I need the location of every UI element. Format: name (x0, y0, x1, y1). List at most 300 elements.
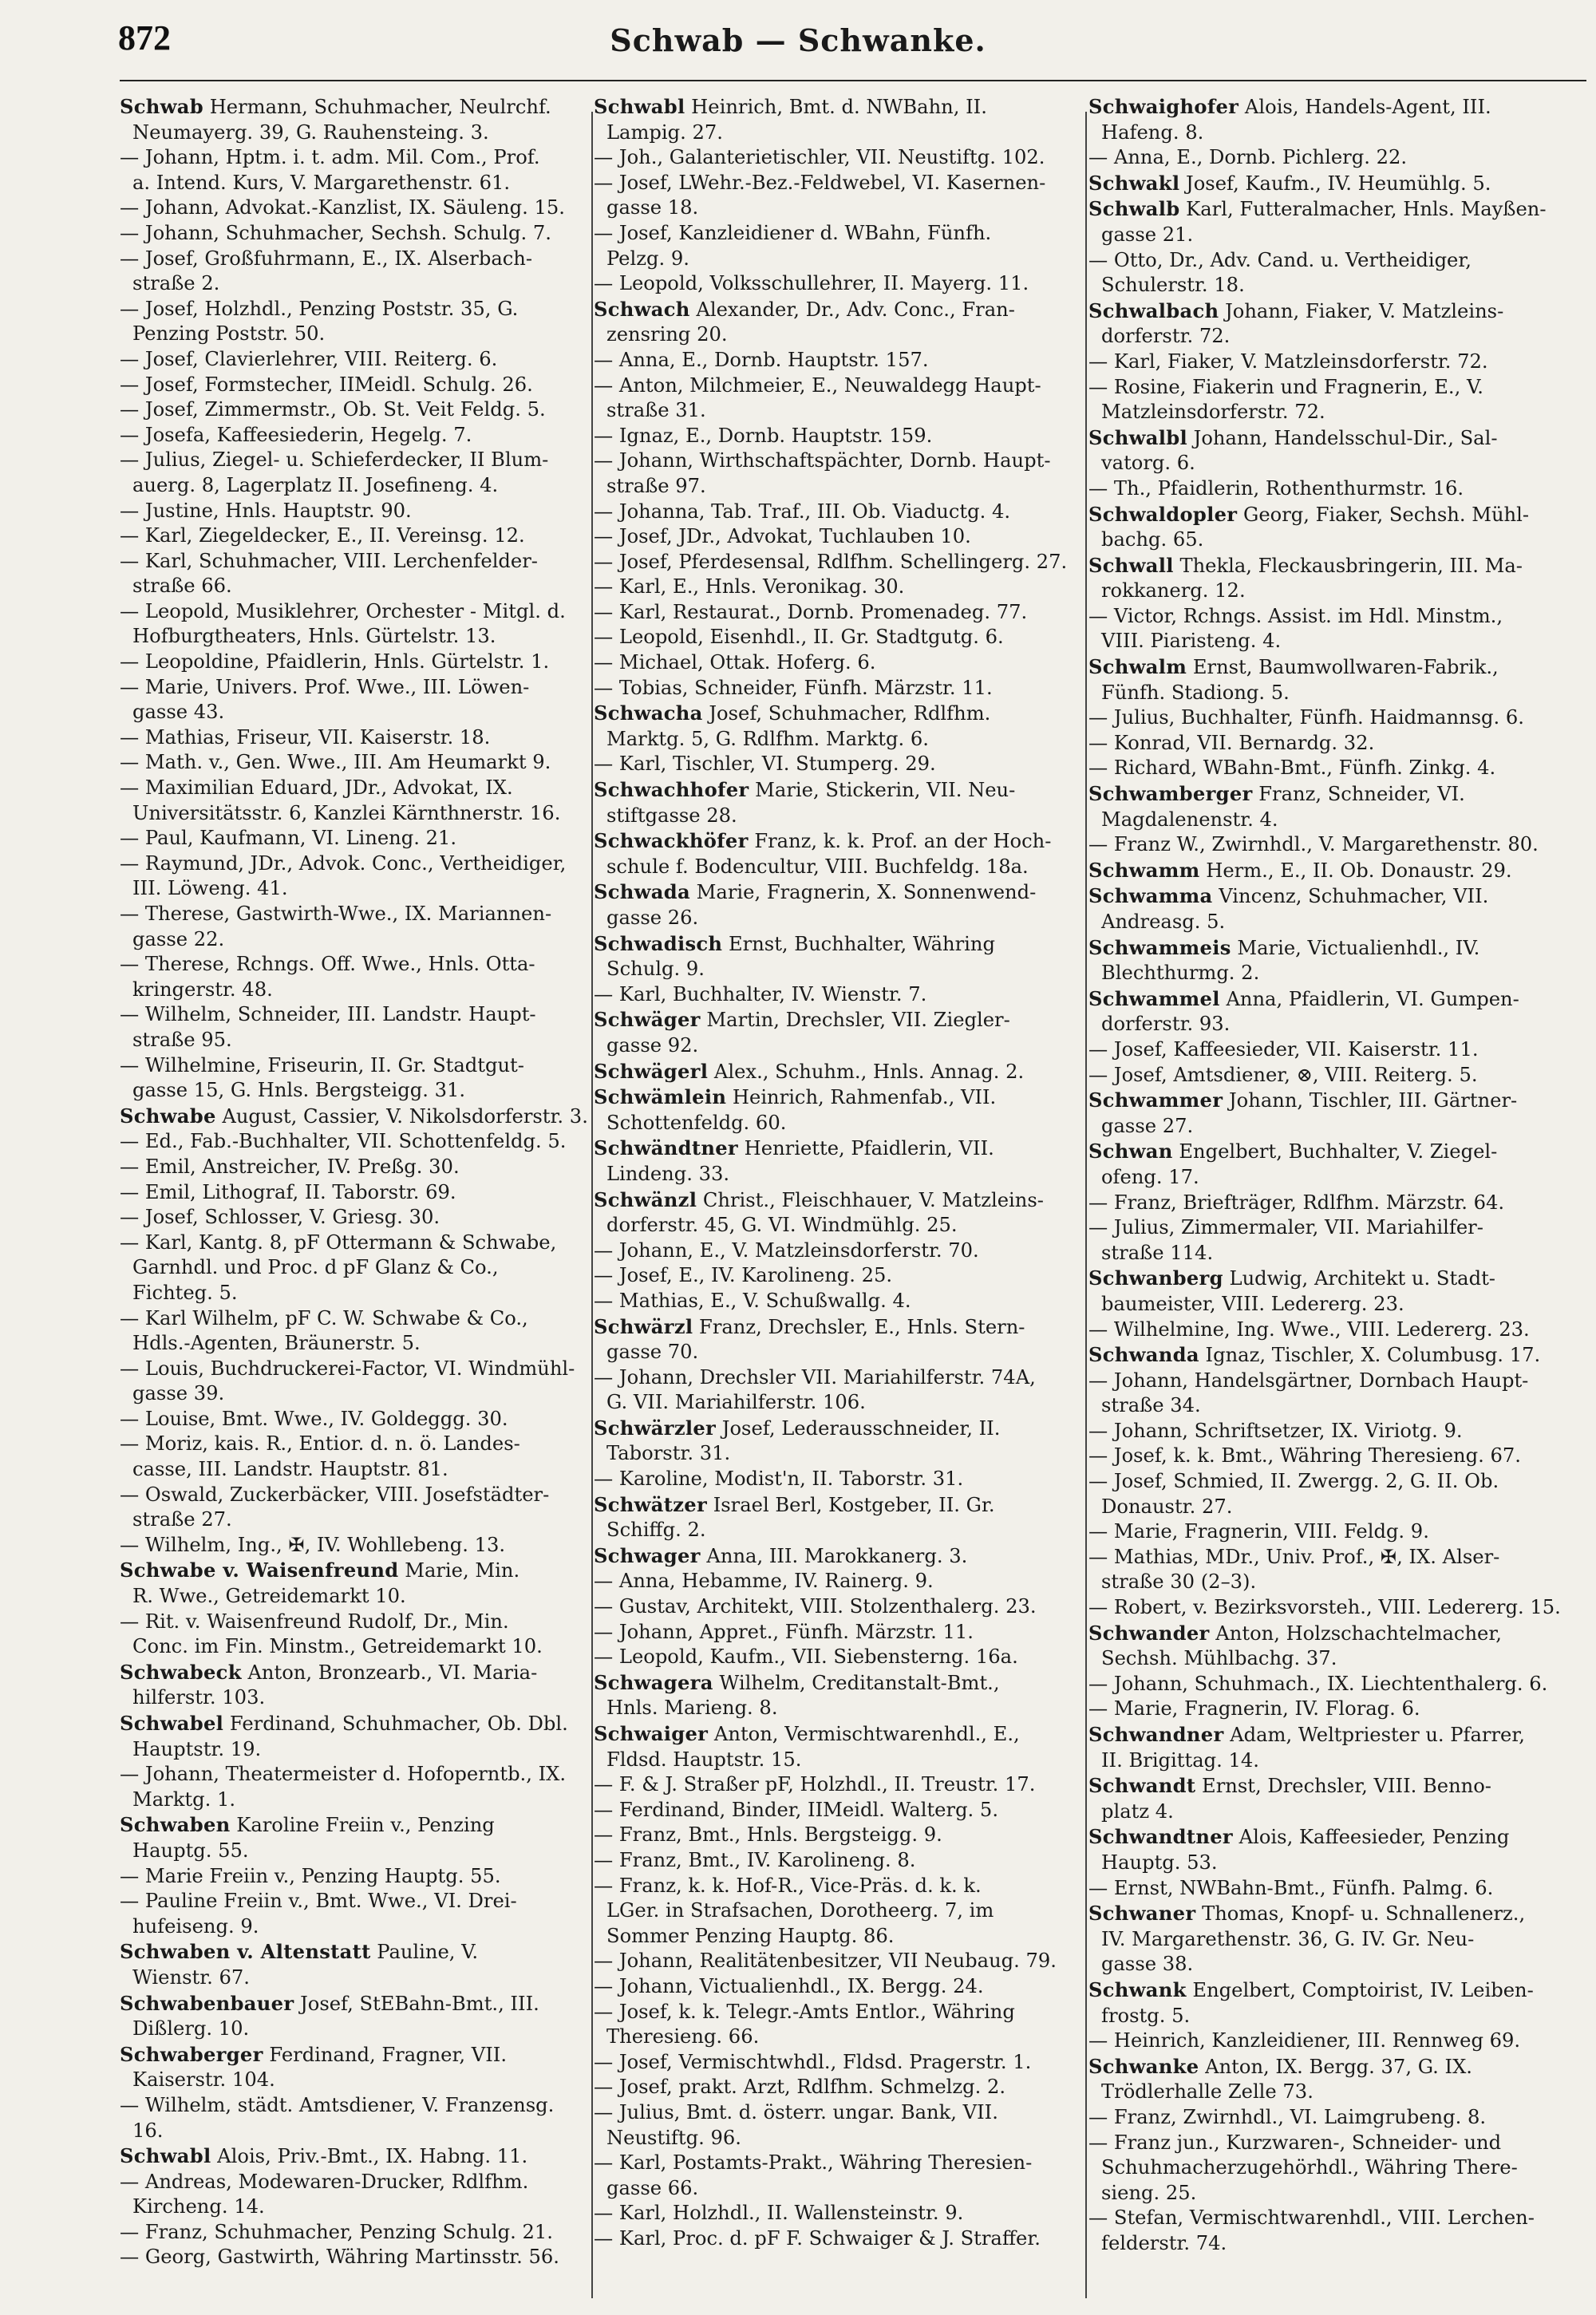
directory-entry (1088, 2206, 1586, 2256)
directory-entry (1088, 375, 1586, 425)
entry-text: — Mathias, MDr., Univ. Prof., ✠, IX. Alser- straße 30 (2–3). (1088, 1545, 1500, 1594)
column-1 (120, 94, 589, 2313)
entry-text: Wilhelm, Creditanstalt-Bmt., Hnls. Marieng. 8. (606, 1671, 1000, 1720)
entry-text: — Konrad, VII. Bernardg. 32. (1088, 731, 1375, 754)
directory-entry (594, 650, 1082, 676)
directory-entry (120, 2245, 589, 2270)
directory-entry (120, 1306, 589, 1357)
entry-surname: Schwandner (1088, 1723, 1224, 1746)
directory-entry (120, 1991, 589, 2042)
entry-text: — Karl, Kantg. 8, pF Ottermann & Schwabe, Garnhdl. und Proc. d pF Glanz & Co., Fichteg. 5. (120, 1231, 557, 1304)
directory-entry (1088, 781, 1586, 832)
directory-entry (120, 221, 589, 247)
entry-text: — Karl, Buchhalter, IV. Wienstr. 7. (594, 982, 927, 1005)
entry-text: — Ernst, NWBahn-Bmt., Fünfh. Palmg. 6. (1088, 1876, 1494, 1899)
directory-entry (1088, 298, 1586, 350)
directory-entry (1088, 2054, 1586, 2105)
directory-entry (594, 271, 1082, 297)
entry-text: — Johann, Theatermeister d. Hofoperntb., IX. Marktg. 1. (120, 1763, 567, 1811)
entry-surname: Schwaberger (120, 2042, 263, 2066)
entry-text: — Karl, E., Hnls. Veronikag. 30. (594, 575, 905, 599)
directory-entry (120, 1711, 589, 1762)
directory-entry (594, 625, 1082, 650)
directory-entry (120, 1053, 589, 1104)
directory-entry (1088, 1317, 1586, 1343)
directory-entry (120, 448, 589, 498)
entry-text: — Th., Pfaidlerin, Rothenthurmstr. 16. (1088, 476, 1464, 500)
directory-entry (1088, 1697, 1586, 1722)
entry-text: Engelbert, Buchhalter, V. Ziegel- ofeng. 17. (1101, 1140, 1498, 1188)
entry-text: Franz, k. k. Prof. an der Hoch- schule f. Bodencultur, VIII. Buchfeldg. 18a. (606, 830, 1052, 878)
directory-entry (120, 1533, 589, 1558)
entry-text: — Moriz, kais. R., Entior. d. n. ö. Landes- casse, III. Landstr. Hauptstr. 81. (120, 1432, 520, 1481)
entry-text: — Wilhelm, städt. Amtsdiener, V. Franzensg. 16. (120, 2093, 555, 2142)
entry-text: — Josef, Kaffeesieder, VII. Kaiserstr. 11. (1088, 1037, 1479, 1061)
directory-entry (594, 1365, 1082, 1416)
directory-entry (1088, 196, 1586, 247)
directory-entry (1088, 1444, 1586, 1469)
entry-text: — Julius, Ziegel- u. Schieferdecker, II Blum- auerg. 8, Lagerplatz II. Josefineng. 4. (120, 448, 549, 496)
entry-surname: Schwamberger (1088, 782, 1253, 806)
directory-entry (120, 1939, 589, 1990)
entry-text: Marie, Victualienhdl., IV. Blechthurmg. 2. (1101, 936, 1480, 985)
directory-entry (594, 982, 1082, 1008)
entry-text: Martin, Drechsler, VII. Ziegler- gasse 92. (606, 1009, 1010, 1057)
directory-entry (120, 1002, 589, 1053)
entry-surname: Schwalbach (1088, 298, 1219, 322)
entry-text: — Mathias, Friseur, VII. Kaiserstr. 18. (120, 725, 491, 749)
directory-entry (594, 1467, 1082, 1492)
directory-entry (1088, 1266, 1586, 1317)
entry-text: — Emil, Lithograf, II. Taborstr. 69. (120, 1180, 456, 1203)
entry-surname: Schwabl (594, 95, 685, 118)
directory-entry (594, 1289, 1082, 1314)
directory-entry (1088, 553, 1586, 604)
directory-entry (594, 1670, 1082, 1721)
directory-entry (1088, 1139, 1586, 1190)
directory-entry (120, 776, 589, 826)
directory-entry (594, 550, 1082, 575)
entry-text: Johann, Fiaker, V. Matzleins- dorferstr. 72. (1101, 299, 1504, 348)
entry-surname: Schwalbl (1088, 425, 1187, 449)
entry-text: — Marie Freiin v., Penzing Hauptg. 55. (120, 1864, 501, 1887)
directory-entry (594, 1721, 1082, 1772)
directory-entry (1088, 1773, 1586, 1824)
directory-entry (1088, 1215, 1586, 1266)
entry-text: — Louis, Buchdruckerei-Factor, VI. Windmühl- gasse 39. (120, 1357, 575, 1405)
entry-text: — Leopold, Musiklehrer, Orchester - Mitgl. d. Hofburgtheaters, Hnls. Gürtelstr. 13. (120, 599, 566, 648)
entry-surname: Schwandtner (1088, 1825, 1233, 1849)
entry-surname: Schwackhöfer (594, 829, 749, 853)
column-divider (1085, 112, 1087, 2298)
entry-text: — Johann, Victualienhdl., IX. Bergg. 24. (594, 1974, 984, 1997)
header-rule (120, 80, 1586, 81)
directory-entry (594, 1492, 1082, 1543)
entry-text: — Wilhelm, Ing., ✠, IV. Wohllebeng. 13. (120, 1533, 506, 1556)
entry-text: — Johann, E., V. Matzleinsdorferstr. 70. (594, 1238, 979, 1262)
entry-surname: Schwanke (1088, 2054, 1199, 2078)
directory-entry (594, 1187, 1082, 1238)
entry-text: — Karl, Restaurat., Dornb. Promenadeg. 77. (594, 600, 1028, 623)
entry-text: — Therese, Gastwirth-Wwe., IX. Mariannen- gasse 22. (120, 903, 552, 950)
directory-entry (594, 1084, 1082, 1136)
entry-text: — Johann, Wirthschaftspächter, Dornb. Haupt- straße 97. (594, 449, 1051, 497)
directory-entry (120, 423, 589, 448)
directory-entry (594, 1594, 1082, 1620)
entry-text: — Johann, Schriftsetzer, IX. Viriotg. 9. (1088, 1419, 1463, 1442)
directory-entry (594, 676, 1082, 701)
entry-text: — Johann, Schuhmach., IX. Liechtenthalerg. 6. (1088, 1672, 1548, 1695)
directory-entry (120, 1610, 589, 1660)
entry-text: — Karl, Ziegeldecker, E., II. Vereinsg. 12. (120, 524, 525, 547)
directory-entry (594, 448, 1082, 499)
entry-text: Ernst, Baumwollwaren-Fabrik., Fünfh. Stadiong. 5. (1101, 656, 1499, 704)
directory-entry (594, 500, 1082, 525)
directory-entry (594, 2151, 1082, 2201)
entry-text: Alois, Priv.-Bmt., IX. Habng. 11. (211, 2145, 528, 2168)
entry-text: Anton, Vermischtwarenhdl., E., Fldsd. Hauptstr. 15. (606, 1723, 1020, 1771)
entry-text: — Emil, Anstreicher, IV. Preßg. 30. (120, 1155, 460, 1178)
entry-surname: Schwämlein (594, 1085, 727, 1109)
entry-surname: Schwänzl (594, 1187, 697, 1211)
column-divider (591, 112, 593, 2298)
entry-text: Heinrich, Rahmenfab., VII. Schottenfeldg. 60. (606, 1086, 997, 1134)
entry-text: — Karl, Schuhmacher, VIII. Lerchenfelder- straße 66. (120, 549, 538, 598)
entry-text: — Karl, Holzhdl., II. Wallensteinstr. 9. (594, 2202, 964, 2225)
entry-text: — Josef, k. k. Telegr.-Amts Entlor., Währing Theresieng. 66. (594, 2000, 1015, 2048)
entry-text: Alexander, Dr., Adv. Conc., Fran- zensring 20. (606, 298, 1015, 346)
entry-text: Anna, Pfaidlerin, VI. Gumpen- dorferstr. 93. (1101, 987, 1519, 1036)
entry-text: — Ed., Fab.-Buchhalter, VII. Schottenfeldg. 5. (120, 1130, 567, 1153)
directory-entry (120, 145, 589, 196)
entry-text: — Ignaz, E., Dornb. Hauptstr. 159. (594, 424, 933, 447)
directory-entry (594, 1569, 1082, 1594)
directory-entry (1088, 1063, 1586, 1088)
entry-text: — Josef, Vermischtwhdl., Fldsd. Pragerstr. 1. (594, 2050, 1032, 2073)
directory-entry (1088, 1621, 1586, 1672)
entry-text: Israel Berl, Kostgeber, II. Gr. Schiffg. 2. (606, 1493, 995, 1542)
directory-entry (1088, 1369, 1586, 1419)
entry-text: — Raymund, JDr., Advok. Conc., Vertheidiger, III. Löweng. 41. (120, 851, 567, 900)
entry-text: Karoline Freiin v., Penzing Hauptg. 55. (132, 1814, 495, 1862)
entry-surname: Schwäger (594, 1008, 701, 1032)
directory-entry (1088, 705, 1586, 731)
entry-surname: Schwaiger (594, 1722, 709, 1745)
entry-text: — Anna, Hebamme, IV. Rainerg. 9. (594, 1570, 934, 1593)
entry-text: Anton, IX. Bergg. 37, G. IX. Trödlerhalle Zelle 73. (1101, 2055, 1472, 2104)
directory-entry (1088, 502, 1586, 553)
entry-text: — Josef, Holzhdl., Penzing Poststr. 35, G. Penzing Poststr. 50. (120, 297, 519, 346)
directory-entry (1088, 756, 1586, 781)
entry-surname: Schwaben v. Altenstatt (120, 1940, 371, 1964)
entry-text: — Julius, Zimmermaler, VII. Mariahilfer- straße 114. (1088, 1216, 1483, 1264)
directory-entry (594, 424, 1082, 449)
entry-text: Adam, Weltpriester u. Pfarrer, II. Brigittag. 14. (1101, 1724, 1525, 1772)
entry-surname: Schwandt (1088, 1774, 1196, 1798)
entry-text: Alois, Kaffeesieder, Penzing Hauptg. 53. (1101, 1826, 1510, 1874)
directory-entry (594, 777, 1082, 828)
entry-text: — Pauline Freiin v., Bmt. Wwe., VI. Drei- hufeiseng. 9. (120, 1890, 517, 1938)
directory-entry (594, 1314, 1082, 1365)
directory-entry (120, 1660, 589, 1711)
running-head: Schwab — Schwanke. (610, 22, 986, 58)
entry-text: — Josef, k. k. Bmt., Währing Theresieng. 67. (1088, 1444, 1521, 1468)
directory-entry (594, 1645, 1082, 1670)
entry-text: — Louise, Bmt. Wwe., IV. Goldeggg. 30. (120, 1407, 508, 1430)
directory-entry (120, 725, 589, 751)
directory-entry (120, 2093, 589, 2143)
entry-text: Alex., Schuhm., Hnls. Annag. 2. (708, 1060, 1025, 1083)
directory-entry (1088, 1342, 1586, 1369)
directory-entry (1088, 2105, 1586, 2131)
directory-entry (594, 221, 1082, 271)
directory-entry (120, 297, 589, 347)
entry-surname: Schwaldopler (1088, 502, 1238, 526)
entry-text: — Johann, Advokat.-Kanzlist, IX. Säuleng. 15. (120, 196, 565, 219)
entry-text: — Justine, Hnls. Hauptstr. 90. (120, 499, 412, 522)
entry-text: — Karoline, Modist'n, II. Taborstr. 31. (594, 1468, 964, 1491)
directory-entry (1088, 2131, 1586, 2206)
entry-text: — Wilhelmine, Ing. Wwe., VIII. Ledererg. 23. (1088, 1317, 1530, 1341)
entry-text: — Maximilian Eduard, JDr., Advokat, IX. Universitätsstr. 6, Kanzlei Kärnthnerstr. 16. (120, 776, 561, 824)
entry-text: — Johann, Realitätenbesitzer, VII Neubaug. 79. (594, 1950, 1057, 1973)
directory-entry (594, 145, 1082, 171)
entry-text: — Anton, Milchmeier, E., Neuwaldegg Haupt- straße 31. (594, 373, 1041, 422)
entry-surname: Schwada (594, 880, 690, 904)
directory-entry (594, 2075, 1082, 2100)
entry-text: — Joh., Galanterietischler, VII. Neustiftg. 102. (594, 146, 1045, 169)
entry-text: Karl, Futteralmacher, Hnls. Mayßen- gasse 21. (1101, 198, 1547, 246)
entry-text: — Josef, Großfuhrmann, E., IX. Alserbach- straße 2. (120, 247, 533, 295)
entry-text: Herm., E., II. Ob. Donaustr. 29. (1199, 859, 1512, 882)
directory-entry (594, 524, 1082, 550)
entry-text: — Ferdinand, Binder, IIMeidl. Walterg. 5. (594, 1798, 999, 1821)
directory-entry (594, 1620, 1082, 1645)
page-number: 872 (118, 18, 171, 57)
entry-text: Ernst, Drechsler, VIII. Benno- platz 4. (1101, 1775, 1491, 1823)
entry-text: — Leopold, Eisenhdl., II. Gr. Stadtgutg. 6. (594, 626, 1004, 649)
entry-surname: Schwank (1088, 1977, 1187, 2001)
directory-entry (1088, 1469, 1586, 1519)
directory-entry (594, 701, 1082, 752)
entry-text: — Josef, Pferdesensal, Rdlfhm. Schellingerg. 27. (594, 550, 1068, 573)
entry-surname: Schwaben (120, 1813, 231, 1837)
entry-text: Marie, Fragnerin, X. Sonnenwend- gasse 26. (606, 881, 1037, 929)
directory-entry (120, 599, 589, 650)
entry-text: Thomas, Knopf- u. Schnallenerz., IV. Margarethenstr. 36, G. IV. Gr. Neu- gasse 38. (1101, 1902, 1526, 1976)
directory-entry (1088, 731, 1586, 757)
entry-surname: Schwammer (1088, 1088, 1223, 1112)
entry-text: — Josef, Zimmermstr., Ob. St. Veit Feldg. 5. (120, 398, 546, 421)
entry-text: — Karl, Postamts-Prakt., Währing Theresien- gasse 66. (594, 2151, 1033, 2199)
directory-entry (1088, 1901, 1586, 1977)
directory-entry (594, 828, 1082, 879)
directory-entry (1088, 1876, 1586, 1902)
directory-entry (594, 879, 1082, 930)
directory-entry (120, 373, 589, 398)
directory-entry (594, 171, 1082, 221)
entry-surname: Schwabe (120, 1104, 216, 1128)
entry-surname: Schwab (120, 95, 203, 118)
directory-entry (120, 247, 589, 297)
directory-entry (1088, 654, 1586, 705)
directory-entry (120, 1762, 589, 1812)
directory-entry (120, 499, 589, 524)
directory-entry (594, 1798, 1082, 1823)
entry-surname: Schwabeck (120, 1660, 242, 1684)
entry-text: — Josef, prakt. Arzt, Rdlfhm. Schmelzg. 2. (594, 2076, 1006, 2099)
entry-surname: Schwärzl (594, 1314, 693, 1338)
entry-text: — Paul, Kaufmann, VI. Lineng. 21. (120, 827, 457, 850)
directory-entry (120, 347, 589, 373)
directory-entry (1088, 425, 1586, 476)
entry-text: Johann, Handelsschul-Dir., Sal- vatorg. 6. (1101, 426, 1498, 475)
entry-text: — Franz, Zwirnhdl., VI. Laimgrubeng. 8. (1088, 2105, 1487, 2128)
directory-entry (1088, 1519, 1586, 1545)
directory-entry (120, 1558, 589, 1609)
entry-surname: Schwägerl (594, 1059, 709, 1083)
entry-text: — Franz, Schuhmacher, Penzing Schulg. 21. (120, 2220, 553, 2243)
directory-entry (1088, 832, 1586, 858)
directory-entry (594, 1007, 1082, 1058)
directory-entry (120, 1104, 589, 1130)
directory-entry (120, 1407, 589, 1432)
entry-surname: Schwammeis (1088, 935, 1231, 959)
directory-entry (594, 297, 1082, 348)
entry-text: — Josef, JDr., Advokat, Tuchlauben 10. (594, 525, 971, 548)
directory-entry (120, 1864, 589, 1890)
entry-text: — Gustav, Architekt, VIII. Stolzenthalerg. 23. (594, 1595, 1037, 1618)
column-2 (594, 94, 1082, 2313)
directory-entry (120, 952, 589, 1002)
directory-entry (594, 575, 1082, 600)
directory-entry (120, 650, 589, 675)
entry-text: Alois, Handels-Agent, III. Hafeng. 8. (1101, 96, 1491, 144)
entry-text: — Wilhelm, Schneider, III. Landstr. Haupt- straße 95. (120, 1003, 536, 1051)
directory-entry (120, 826, 589, 851)
entry-text: — Josef, Clavierlehrer, VIII. Reiterg. 6. (120, 347, 498, 370)
entry-text: — Wilhelmine, Friseurin, II. Gr. Stadtgut- gasse 15, G. Hnls. Bergsteigg. 31. (120, 1053, 524, 1102)
entry-text: Anton, Holzschachtelmacher, Sechsh. Mühlbachg. 37. (1101, 1622, 1502, 1670)
entry-text: — Julius, Bmt. d. österr. ungar. Bank, VII. Neustiftg. 96. (594, 2100, 998, 2149)
directory-entry (120, 549, 589, 599)
entry-text: — Stefan, Vermischtwarenhdl., VIII. Lerchen- felderstr. 74. (1088, 2206, 1535, 2254)
entry-text: — Josef, Kanzleidiener d. WBahn, Fünfh. Pelzg. 9. (594, 221, 992, 270)
entry-text: — Victor, Rchngs. Assist. im Hdl. Minstm., VIII. Piaristeng. 4. (1088, 604, 1503, 653)
entry-text: Ferdinand, Schuhmacher, Ob. Dbl. Hauptstr. 19. (132, 1713, 568, 1760)
entry-text: — Josefa, Kaffeesiederin, Hegelg. 7. (120, 423, 472, 446)
directory-entry (594, 1874, 1082, 1950)
directory-entry (120, 1231, 589, 1306)
entry-text: — Josef, Schlosser, V. Griesg. 30. (120, 1206, 440, 1229)
directory-entry (594, 1974, 1082, 2000)
entry-surname: Schwan (1088, 1140, 1173, 1163)
entry-text: — Franz, Briefträger, Rdlfhm. Märzstr. 64. (1088, 1191, 1505, 1214)
entry-text: Franz, Drechsler, E., Hnls. Stern- gasse 70. (606, 1315, 1025, 1364)
directory-entry (1088, 604, 1586, 654)
entry-surname: Schwabenbauer (120, 1991, 294, 2015)
entry-text: — Leopold, Volksschullehrer, II. Mayerg. 11. (594, 272, 1029, 295)
entry-text: — Tobias, Schneider, Fünfh. Märzstr. 11. (594, 676, 993, 699)
entry-text: Josef, Kaufm., IV. Heumühlg. 5. (1179, 172, 1491, 195)
directory-entry (1088, 1824, 1586, 1875)
directory-entry (594, 1263, 1082, 1289)
entry-surname: Schwärzler (594, 1416, 717, 1440)
entry-text: — Josef, Formstecher, IIMeidl. Schulg. 26. (120, 373, 533, 396)
directory-entry (1088, 1977, 1586, 2029)
directory-entry (1088, 1419, 1586, 1444)
entry-text: — Marie, Fragnerin, VIII. Feldg. 9. (1088, 1520, 1429, 1543)
directory-entry (594, 1416, 1082, 1467)
entry-surname: Schwanberg (1088, 1266, 1223, 1290)
entry-text: Pauline, V. Wienstr. 67. (132, 1941, 479, 1989)
entry-text: — Oswald, Zuckerbäcker, VIII. Josefstädter- straße 27. (120, 1483, 550, 1531)
directory-entry (120, 1812, 589, 1863)
entry-text: Ludwig, Architekt u. Stadt- baumeister, VIII. Ledererg. 23. (1101, 1267, 1495, 1315)
entry-text: — Johann, Drechsler VII. Mariahilferstr. 74A, G. VII. Mariahilferstr. 106. (594, 1365, 1036, 1414)
entry-surname: Schwabel (120, 1712, 224, 1735)
directory-entry (594, 1543, 1082, 1570)
entry-surname: Schwakl (1088, 171, 1180, 195)
entry-surname: Schwagera (594, 1670, 713, 1694)
entry-text: — Franz jun., Kurzwaren-, Schneider- und Schuhmacherzugehörhdl., Währing There- sieng. 25. (1088, 2131, 1518, 2204)
entry-surname: Schwalb (1088, 197, 1180, 221)
directory-entry (594, 1059, 1082, 1085)
entry-text: Franz, Schneider, VI. Magdalenenstr. 4. (1101, 783, 1465, 831)
directory-entry (1088, 476, 1586, 502)
entry-text: — Rit. v. Waisenfreund Rudolf, Dr., Min. Conc. im Fin. Minstm., Getreidemarkt 10. (120, 1610, 543, 1658)
directory-entry (1088, 145, 1586, 171)
entry-text: — Mathias, E., V. Schußwallg. 4. (594, 1289, 911, 1312)
directory-entry (1088, 171, 1586, 197)
entry-surname: Schwabe v. Waisenfreund (120, 1558, 399, 1582)
entry-surname: Schwachhofer (594, 778, 749, 802)
directory-entry (594, 1772, 1082, 1798)
entry-text: — Therese, Rchngs. Off. Wwe., Hnls. Otta- kringerstr. 48. (120, 953, 535, 1001)
entry-text: Henriette, Pfaidlerin, VII. Lindeng. 33. (606, 1137, 994, 1185)
entry-text: — Johann, Schuhmacher, Sechsh. Schulg. 7. (120, 221, 551, 244)
entry-text: — Julius, Buchhalter, Fünfh. Haidmannsg. 6. (1088, 706, 1524, 729)
entry-text: — Johann, Appret., Fünfh. Märzstr. 11. (594, 1620, 974, 1643)
entry-text: Johann, Tischler, III. Gärtner- gasse 27. (1101, 1089, 1518, 1137)
directory-entry (1088, 986, 1586, 1037)
directory-entry (120, 2143, 589, 2170)
directory-entry (1088, 2029, 1586, 2054)
entry-surname: Schwach (594, 297, 690, 321)
entry-text: — Marie, Univers. Prof. Wwe., III. Löwen- gasse 43. (120, 675, 530, 724)
entry-text: Vincenz, Schuhmacher, VII. Andreasg. 5. (1101, 885, 1489, 933)
directory-entry (1088, 1545, 1586, 1595)
entry-text: — Franz, Bmt., Hnls. Bergsteigg. 9. (594, 1823, 942, 1847)
entry-text: Marie, Min. R. Wwe., Getreidemarkt 10. (132, 1559, 520, 1608)
directory-entry (120, 902, 589, 952)
entry-text: — Otto, Dr., Adv. Cand. u. Vertheidiger, Schulerstr. 18. (1088, 248, 1472, 297)
entry-text: Josef, Lederausschneider, II. Taborstr. 31. (606, 1416, 1001, 1465)
entry-surname: Schwammel (1088, 986, 1220, 1010)
directory-entry (120, 1205, 589, 1231)
directory-entry (120, 2042, 589, 2093)
entry-text: — Leopoldine, Pfaidlerin, Hnls. Gürtelstr. 1. (120, 650, 550, 674)
entry-text: Christ., Fleischhauer, V. Matzleins- dorferstr. 45, G. VI. Windmühlg. 25. (606, 1188, 1044, 1237)
entry-text: — Franz, k. k. Hof-R., Vice-Präs. d. k. k. LGer. in Strafsachen, Dorotheerg. 7, im Sommer Penzing Hauptg. 86. (594, 1874, 994, 1947)
directory-entry (1088, 1595, 1586, 1621)
directory-entry (120, 2220, 589, 2246)
entry-text: — Marie, Fragnerin, IV. Florag. 6. (1088, 1697, 1420, 1720)
entry-text: — Anna, E., Dornb. Pichlerg. 22. (1088, 146, 1408, 169)
directory-entry (594, 373, 1082, 424)
directory-entry (1088, 1191, 1586, 1216)
directory-entry (1088, 350, 1586, 375)
